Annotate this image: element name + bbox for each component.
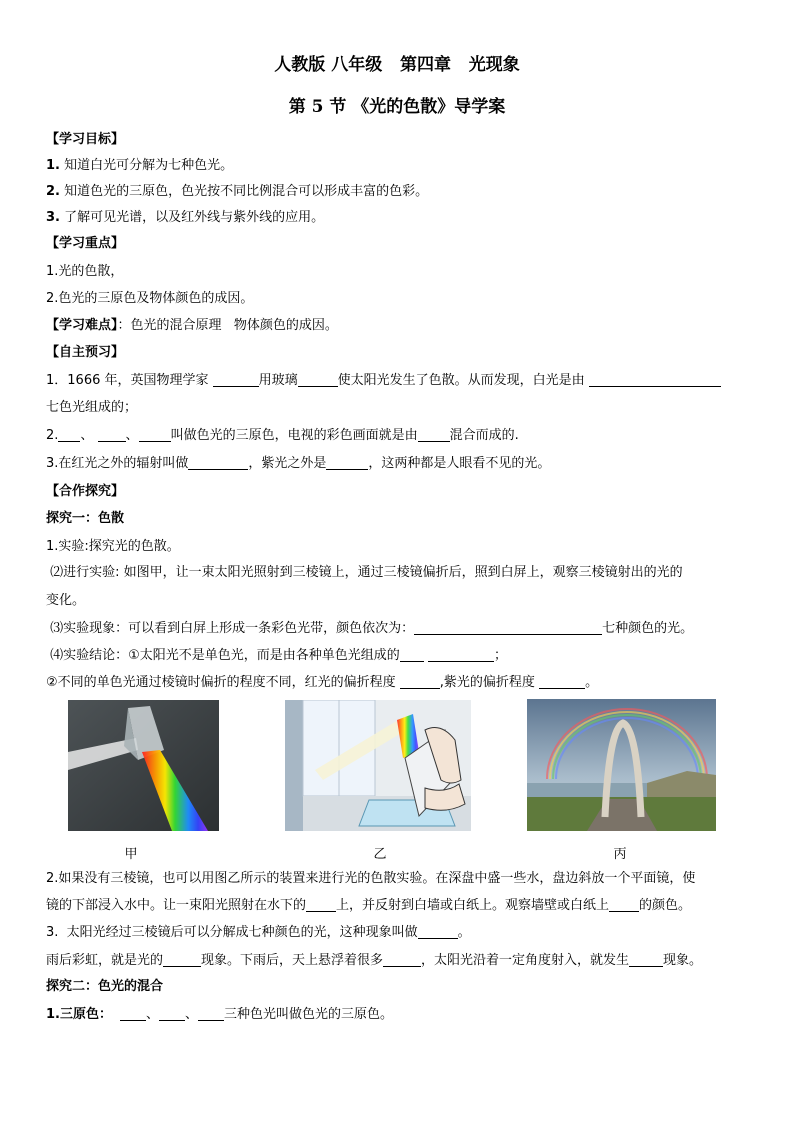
experiment-step-2: ⑵进行实验: 如图甲，让一束太阳光照射到三棱镜上，通过三棱镜偏折后，照到白屏上，观察三棱镜射出的光的	[46, 565, 683, 580]
explore-question-4: 雨后彩虹，就是光的 现象。下雨后，天上悬浮着很多 ，太阳光沿着一定角度射入，就发生 现象。	[46, 953, 703, 968]
answer-blank[interactable]	[159, 1006, 185, 1021]
primary-colors-question: 1.三原色： 、 、 三种色光叫做色光的三原色。	[46, 1007, 394, 1022]
objective-item-3: 3. 了解可见光谱，以及红外线与紫外线的应用。	[46, 210, 325, 225]
rainbow-illustration	[527, 699, 716, 831]
water-mirror-illustration	[285, 700, 471, 831]
answer-blank[interactable]	[326, 455, 368, 470]
answer-blank[interactable]	[428, 647, 494, 662]
answer-blank[interactable]	[539, 674, 585, 689]
experiment-step-4-cont: ②不同的单色光通过棱镜时偏折的程度不同，红光的偏折程度 ,紫光的偏折程度 。	[46, 675, 599, 690]
answer-blank[interactable]	[383, 952, 421, 967]
explore-question-2: 2.如果没有三棱镜，也可以用图乙所示的装置来进行光的色散实验。在深盘中盛一些水，盘边斜放一个平面镜，使	[46, 871, 696, 886]
explore-part1-title: 探究一：色散	[46, 511, 125, 526]
answer-blank[interactable]	[418, 924, 458, 939]
page-subtitle: 第 5 节 《光的色散》导学案	[288, 97, 506, 117]
answer-blank[interactable]	[58, 427, 80, 442]
objective-item-1: 1. 知道白光可分解为七种色光。	[46, 158, 234, 173]
answer-blank[interactable]	[188, 455, 248, 470]
explore-question-3: 3. 太阳光经过三棱镜后可以分解成七种颜色的光，这种现象叫做 。	[46, 925, 471, 940]
rainbow-photo	[527, 699, 716, 831]
answer-blank[interactable]	[589, 372, 721, 387]
answer-blank[interactable]	[198, 1006, 224, 1021]
answer-blank[interactable]	[400, 674, 440, 689]
answer-blank[interactable]	[98, 427, 126, 442]
answer-blank[interactable]	[629, 952, 663, 967]
explore-question-2-cont: 镜的下部浸入水中。让一束阳光照射在水下的 上，并反射到白墙或白纸上。观察墙壁或白纸上 的颜色。	[46, 898, 692, 913]
key-points-heading: 【学习重点】	[46, 236, 125, 251]
experiment-title: 1.实验:探究光的色散。	[46, 539, 180, 554]
objective-item-2: 2. 知道色光的三原色，色光按不同比例混合可以形成丰富的色彩。	[46, 184, 429, 199]
preview-question-1: 1．1666 年，英国物理学家 用玻璃 使太阳光发生了色散。从而发现，白光是由	[46, 372, 756, 390]
figure-caption-yi: 乙	[373, 847, 387, 862]
water-mirror-image	[285, 700, 471, 831]
preview-heading: 【自主预习】	[46, 345, 125, 360]
preview-question-2: 2. 、 、 叫做色光的三原色，电视的彩色画面就是由 混合而成的.	[46, 428, 519, 443]
page-title: 人教版 八年级 第四章 光现象	[274, 55, 520, 75]
explore-heading: 【合作探究】	[46, 484, 125, 499]
prism-illustration	[68, 700, 219, 831]
experiment-step-4: ⑷实验结论：①太阳光不是单色光，而是由各种单色光组成的 ；	[46, 648, 507, 663]
answer-blank[interactable]	[414, 620, 602, 635]
experiment-step-3: ⑶实验现象：可以看到白屏上形成一条彩色光带，颜色依次为： 七种颜色的光。	[46, 621, 694, 636]
prism-image	[68, 700, 219, 831]
key-point-1: 1.光的色散，	[46, 264, 124, 279]
answer-blank[interactable]	[418, 427, 450, 442]
explore-part2-title: 探究二：色光的混合	[46, 979, 164, 994]
objectives-heading: 【学习目标】	[46, 132, 125, 147]
answer-blank[interactable]	[213, 372, 259, 387]
answer-blank[interactable]	[120, 1006, 146, 1021]
difficulty-line: 【学习难点】：色光的混合原理 物体颜色的成因。	[46, 318, 338, 333]
answer-blank[interactable]	[298, 372, 338, 387]
figure-caption-jia: 甲	[124, 847, 138, 862]
key-point-2: 2.色光的三原色及物体颜色的成因。	[46, 291, 254, 306]
preview-question-3: 3.在红光之外的辐射叫做 ，紫光之外是 ，这两种都是人眼看不见的光。	[46, 456, 551, 471]
preview-question-1-cont: 七色光组成的；	[46, 400, 138, 415]
figure-caption-bing: 丙	[613, 847, 627, 862]
answer-blank[interactable]	[400, 647, 424, 662]
answer-blank[interactable]	[139, 427, 171, 442]
answer-blank[interactable]	[163, 952, 201, 967]
answer-blank[interactable]	[609, 897, 639, 912]
answer-blank[interactable]	[306, 897, 336, 912]
experiment-step-2-cont: 变化。	[46, 593, 86, 608]
